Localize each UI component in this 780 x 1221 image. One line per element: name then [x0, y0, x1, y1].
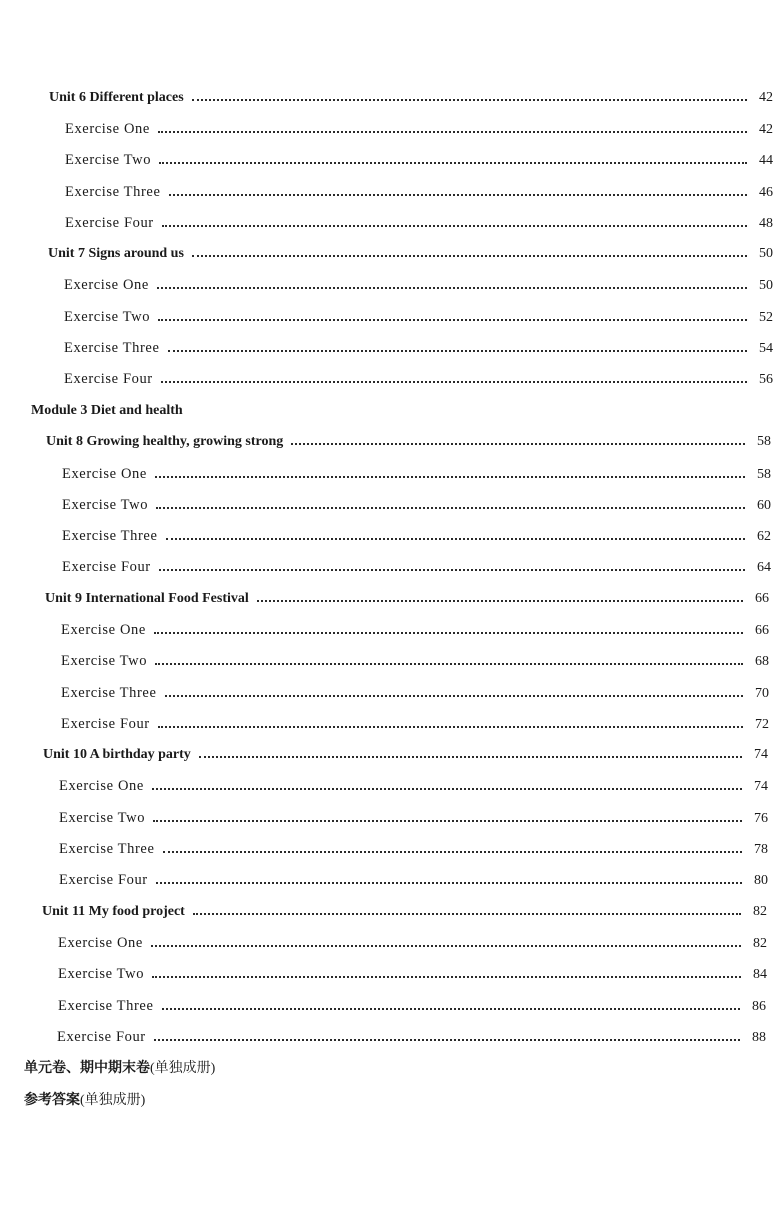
unit-title: Unit 8 Growing healthy, growing strong: [46, 434, 284, 449]
dot-leader: [152, 788, 742, 790]
dot-leader: [151, 945, 741, 947]
page-number: 60: [757, 498, 771, 513]
exercise-title: Exercise Three: [61, 685, 157, 701]
toc-exercise[interactable]: [65, 117, 773, 141]
exercise-title: Exercise One: [58, 935, 143, 951]
exercise-title: Exercise Two: [65, 152, 152, 168]
dot-leader: [159, 569, 745, 571]
exercise-title: Exercise Four: [61, 716, 150, 732]
toc-exercise[interactable]: [58, 931, 767, 955]
toc-unit-11[interactable]: [42, 900, 767, 924]
toc-exercise[interactable]: [62, 555, 771, 579]
toc-exercise[interactable]: [61, 618, 769, 642]
page-number: 74: [754, 779, 768, 794]
page-number: 50: [759, 246, 773, 261]
page-number: 54: [759, 341, 773, 356]
dot-leader: [192, 99, 747, 101]
page-number: 42: [759, 90, 773, 105]
toc-exercise[interactable]: [61, 681, 769, 705]
unit-tests-note: (单独成册): [150, 1061, 216, 1076]
page-number: 44: [759, 153, 773, 168]
exercise-title: Exercise Two: [64, 309, 151, 325]
toc-exercise[interactable]: [62, 524, 771, 548]
dot-leader: [153, 820, 742, 822]
dot-leader: [162, 225, 747, 227]
exercise-title: Exercise Two: [62, 497, 149, 513]
toc-unit-10[interactable]: [43, 743, 768, 767]
dot-leader: [156, 507, 745, 509]
answers-title: 参考答案: [24, 1093, 80, 1108]
exercise-title: Exercise One: [64, 277, 149, 293]
dot-leader: [157, 287, 747, 289]
toc-unit-8[interactable]: [46, 430, 771, 454]
page-number: 82: [753, 936, 767, 951]
exercise-title: Exercise Four: [64, 371, 153, 387]
toc-exercise[interactable]: [64, 273, 773, 297]
page-number: 68: [755, 654, 769, 669]
toc-exercise[interactable]: [59, 868, 768, 892]
toc-exercise[interactable]: [64, 336, 773, 360]
exercise-title: Exercise One: [61, 622, 146, 638]
exercise-title: Exercise Three: [65, 184, 161, 200]
page-number: 88: [752, 1030, 766, 1045]
dot-leader: [169, 194, 748, 196]
toc-exercise[interactable]: [62, 462, 771, 486]
dot-leader: [291, 443, 745, 445]
exercise-title: Exercise Two: [58, 966, 145, 982]
unit-tests-title: 单元卷、期中期末卷: [24, 1061, 150, 1076]
exercise-title: Exercise One: [59, 778, 144, 794]
exercise-title: Exercise Four: [62, 559, 151, 575]
dot-leader: [159, 162, 747, 164]
page-number: 48: [759, 216, 773, 231]
page-number: 82: [753, 904, 767, 919]
page-number: 58: [757, 434, 771, 449]
module-3-heading: Module 3 Diet and health: [31, 403, 183, 418]
dot-leader: [154, 1039, 740, 1041]
page-number: 42: [759, 122, 773, 137]
toc-exercise[interactable]: [65, 180, 773, 204]
unit-title: Unit 9 International Food Festival: [45, 591, 249, 606]
page-number: 50: [759, 278, 773, 293]
unit-title: Unit 7 Signs around us: [48, 246, 184, 261]
dot-leader: [158, 131, 747, 133]
dot-leader: [154, 632, 743, 634]
exercise-title: Exercise Two: [59, 810, 146, 826]
toc-exercise[interactable]: [61, 712, 769, 736]
page-number: 86: [752, 999, 766, 1014]
dot-leader: [163, 851, 743, 853]
page-number: 76: [754, 811, 768, 826]
dot-leader: [193, 913, 741, 915]
toc-exercise[interactable]: [61, 649, 769, 673]
toc-exercise[interactable]: [59, 806, 768, 830]
dot-leader: [166, 538, 746, 540]
toc-exercise[interactable]: [58, 962, 767, 986]
unit-title: Unit 6 Different places: [49, 90, 184, 105]
page-number: 58: [757, 467, 771, 482]
page-number: 46: [759, 185, 773, 200]
dot-leader: [155, 663, 743, 665]
dot-leader: [165, 695, 744, 697]
toc-unit-7[interactable]: [48, 242, 773, 266]
exercise-title: Exercise Four: [65, 215, 154, 231]
page-number: 72: [755, 717, 769, 732]
page-number: 84: [753, 967, 767, 982]
exercise-title: Exercise Four: [59, 872, 148, 888]
unit-title: Unit 10 A birthday party: [43, 747, 191, 762]
page-number: 64: [757, 560, 771, 575]
exercise-title: Exercise Three: [59, 841, 155, 857]
page-number: 56: [759, 372, 773, 387]
exercise-title: Exercise Four: [57, 1029, 146, 1045]
dot-leader: [199, 756, 742, 758]
dot-leader: [168, 350, 748, 352]
dot-leader: [257, 600, 743, 602]
toc-exercise[interactable]: [64, 367, 773, 391]
toc-exercise[interactable]: [57, 1025, 766, 1049]
answers-note: (单独成册): [80, 1093, 146, 1108]
toc-exercise[interactable]: [59, 774, 768, 798]
dot-leader: [158, 726, 743, 728]
dot-leader: [152, 976, 741, 978]
page-number: 74: [754, 747, 768, 762]
toc-exercise[interactable]: [62, 493, 771, 517]
exercise-title: Exercise Three: [62, 528, 158, 544]
dot-leader: [192, 255, 747, 257]
toc-unit-6[interactable]: [49, 86, 773, 110]
toc-answers[interactable]: [24, 1089, 145, 1113]
page-number: 62: [757, 529, 771, 544]
unit-title: Unit 11 My food project: [42, 904, 185, 919]
page-number: 80: [754, 873, 768, 888]
exercise-title: Exercise Three: [64, 340, 160, 356]
exercise-title: Exercise One: [65, 121, 150, 137]
toc-unit-tests[interactable]: [24, 1057, 215, 1081]
toc-exercise[interactable]: [65, 148, 773, 172]
toc-unit-9[interactable]: [45, 587, 769, 611]
exercise-title: Exercise Two: [61, 653, 148, 669]
dot-leader: [161, 381, 747, 383]
page-number: 66: [755, 591, 769, 606]
toc-exercise[interactable]: [58, 994, 766, 1018]
page-number: 70: [755, 686, 769, 701]
toc-exercise[interactable]: [64, 305, 773, 329]
dot-leader: [158, 319, 747, 321]
dot-leader: [162, 1008, 741, 1010]
exercise-title: Exercise One: [62, 466, 147, 482]
dot-leader: [155, 476, 745, 478]
toc-exercise[interactable]: [65, 211, 773, 235]
page-number: 52: [759, 310, 773, 325]
toc-exercise[interactable]: [59, 837, 768, 861]
dot-leader: [156, 882, 742, 884]
page-number: 66: [755, 623, 769, 638]
page-number: 78: [754, 842, 768, 857]
exercise-title: Exercise Three: [58, 998, 154, 1014]
